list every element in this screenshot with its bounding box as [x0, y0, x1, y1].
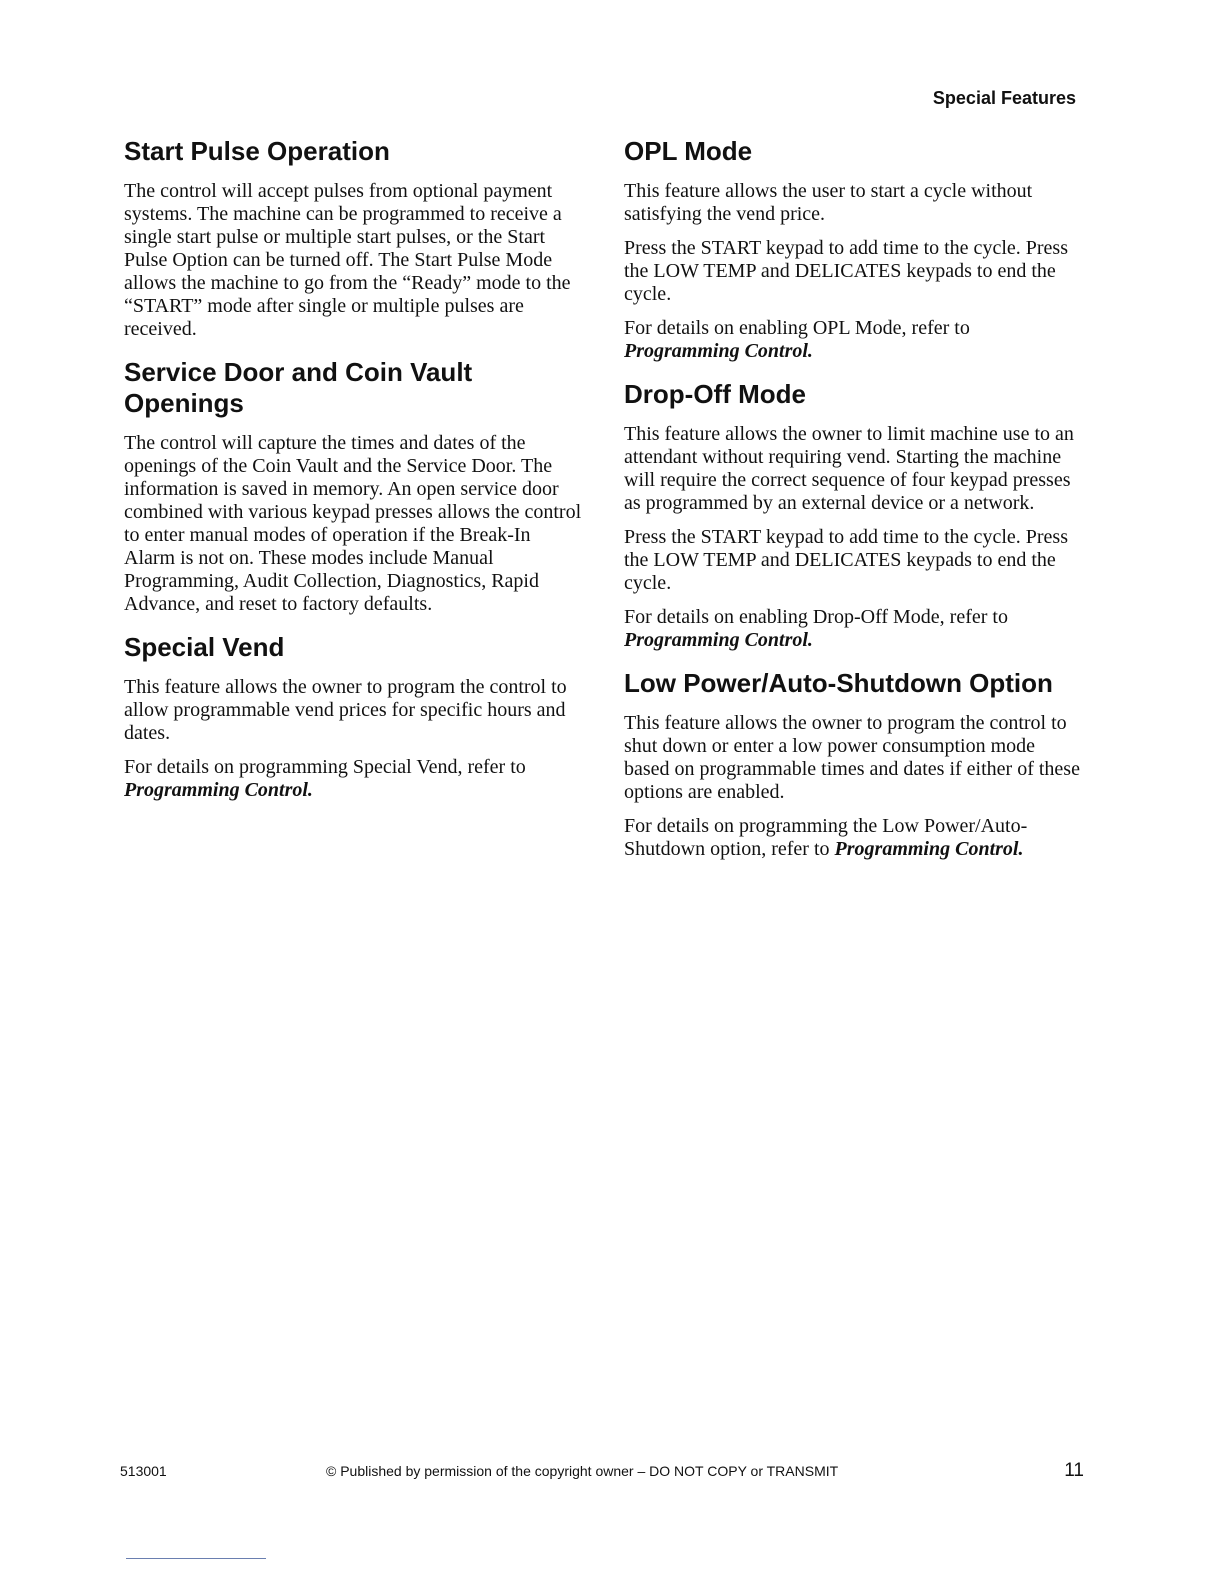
left-column — [124, 136, 584, 818]
section-heading: Start Pulse Operation — [124, 136, 390, 166]
document-number: 513001 — [120, 1463, 167, 1479]
section-opl-mode — [624, 136, 1084, 363]
reference-text: For details on enabling OPL Mode, refer to — [624, 317, 970, 339]
reference-paragraph — [624, 606, 1084, 652]
reference-paragraph — [124, 756, 584, 802]
section-paragraph: Press the START keypad to add time to the cycle. Press the LOW TEMP and DELICATES keypads to end the cycle. — [624, 237, 1068, 305]
section-paragraph: This feature allows the user to start a cycle without satisfying the vend price. — [624, 180, 1033, 225]
reference-text: For details on programming Special Vend, refer to — [124, 756, 526, 778]
reference-link: Programming Control. — [624, 629, 813, 651]
page-footer — [120, 1460, 1084, 1484]
section-heading: Low Power/Auto-Shutdown Option — [624, 668, 1053, 698]
section-paragraph: This feature allows the owner to program the control to allow programmable vend prices for specific hours and dates. — [124, 676, 567, 744]
reference-link: Programming Control. — [624, 340, 813, 362]
section-drop-off-mode — [624, 379, 1084, 652]
reference-text: For details on programming the Low Power/Auto-Shutdown option, refer to — [624, 815, 1028, 860]
section-heading: Special Vend — [124, 632, 285, 662]
reference-link: Programming Control. — [124, 779, 313, 801]
copyright-notice: © Published by permission of the copyright owner – DO NOT COPY or TRANSMIT — [326, 1463, 839, 1479]
section-special-vend — [124, 632, 584, 802]
section-service-door-coin-vault — [124, 357, 584, 616]
section-paragraph: The control will accept pulses from optional payment systems. The machine can be programmed to receive a single start pulse or multiple start pulses, or the Start Pulse Option can be turned off. The Start Pulse Mode allows the machine to go from the “Ready” mode to the “START” mode after single or multiple pulses are received. — [124, 180, 571, 340]
reference-text: For details on enabling Drop-Off Mode, refer to — [624, 606, 1008, 628]
running-header: Special Features — [932, 88, 1076, 108]
reference-link: Programming Control. — [834, 838, 1024, 860]
reference-paragraph — [624, 317, 1084, 363]
section-heading: Drop-Off Mode — [624, 379, 806, 409]
section-heading: Service Door and Coin Vault Openings — [124, 357, 473, 418]
section-paragraph: This feature allows the owner to program the control to shut down or enter a low power consumption mode based on programmable times and dates if either of these options are enabled. — [624, 712, 1080, 803]
section-paragraph: Press the START keypad to add time to the cycle. Press the LOW TEMP and DELICATES keypads to end the cycle. — [624, 526, 1068, 594]
section-low-power-auto-shutdown — [624, 668, 1084, 861]
section-heading: OPL Mode — [624, 136, 753, 166]
section-paragraph: This feature allows the owner to limit machine use to an attendant without requiring vend. Starting the machine will require the correct sequence of four keypad presses as programmed by an external device or a network. — [624, 423, 1074, 514]
section-start-pulse-operation — [124, 136, 584, 341]
page-number: 11 — [1064, 1460, 1084, 1481]
section-paragraph: The control will capture the times and dates of the openings of the Coin Vault and the Service Door. The information is saved in memory. An open service door combined with various keypad presses allows the control to enter manual modes of operation if the Break-In Alarm is not on. These modes include Manual Programming, Audit Collection, Diagnostics, Rapid Advance, and reset to factory defaults. — [124, 432, 582, 615]
right-column — [624, 136, 1084, 877]
reference-paragraph — [624, 815, 1084, 861]
bottom-rule — [126, 1558, 266, 1559]
